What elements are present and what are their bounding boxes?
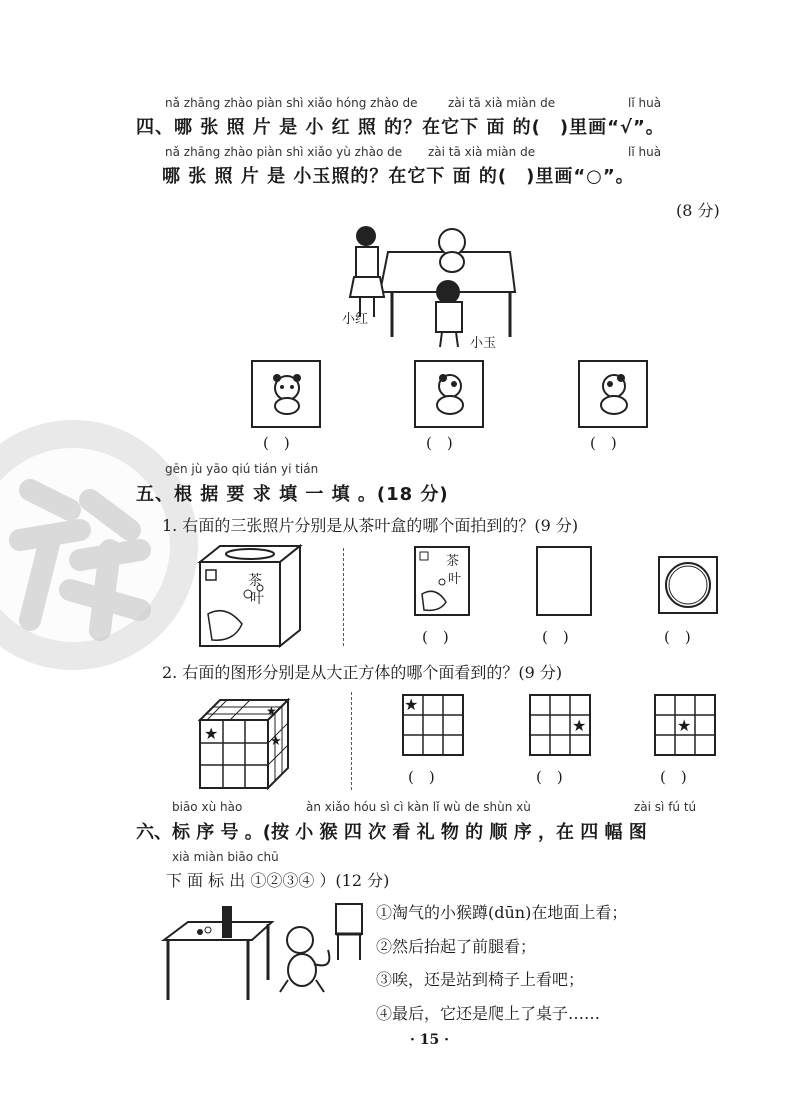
pinyin-line: lǐ huà: [628, 96, 662, 110]
section-6-title: 六、标 序 号 。(按 小 猴 四 次 看 礼 物 的 顺 序 ，在 四 幅 图: [136, 822, 647, 843]
question-5-2: 2. 右面的图形分别是从大正方体的哪个面看到的？(9 分): [162, 663, 563, 682]
pinyin-line: gēn jù yāo qiú tián yi tián: [165, 462, 319, 476]
question-4-line-2: 哪 张 照 片 是 小玉照的？在它下 面 的( )里画“○”。: [162, 166, 635, 187]
star-icon: ★: [677, 716, 692, 735]
step-item: ①淘气的小猴蹲(dūn)在地面上看；: [376, 903, 628, 922]
answer-blank[interactable]: ( ): [664, 628, 691, 646]
answer-blank[interactable]: ( ): [536, 768, 563, 786]
photo-frame: [414, 360, 484, 428]
pinyin-line: nǎ zhāng zhào piàn shì xiǎo yù zhào de: [165, 145, 403, 159]
answer-blank[interactable]: ( ): [542, 628, 569, 646]
answer-blank[interactable]: ( ): [590, 434, 617, 452]
box-char: 叶: [250, 591, 264, 607]
star-icon: ★: [404, 695, 419, 714]
step-item: ②然后抬起了前腿看；: [376, 937, 537, 956]
answer-blank[interactable]: ( ): [422, 628, 449, 646]
divider: [351, 692, 352, 790]
section-6-line-2: 下 面 标 出 ①②③④ ）(12 分): [166, 871, 390, 890]
pinyin-line: biāo xù hào: [172, 800, 243, 814]
pinyin-line: zài sì fú tú: [634, 800, 697, 814]
box-char: 茶: [446, 554, 460, 569]
pinyin-line: àn xiǎo hóu sì cì kàn lǐ wù de shùn xù: [306, 800, 531, 814]
pinyin-line: nǎ zhāng zhào piàn shì xiǎo hóng zhào de: [165, 96, 418, 110]
step-item: ④最后，它还是爬上了桌子……: [376, 1004, 601, 1023]
answer-blank[interactable]: ( ): [408, 768, 435, 786]
tea-box-top: [658, 556, 718, 614]
star-icon: ★: [270, 734, 282, 749]
star-icon: ★: [266, 704, 277, 718]
tea-box-front: [414, 546, 470, 616]
answer-blank[interactable]: ( ): [426, 434, 453, 452]
star-icon: ★: [572, 716, 587, 735]
monkey-scene: [160, 900, 370, 1010]
box-char: 叶: [448, 572, 462, 587]
question-5-1: 1. 右面的三张照片分别是从茶叶盒的哪个面拍到的？(9 分): [162, 516, 579, 535]
section-5-title: 五、根 据 要 求 填 一 填 。(18 分): [136, 484, 449, 505]
pinyin-line: lǐ huà: [628, 145, 662, 159]
label-xiaohong: 小红: [342, 312, 369, 327]
scene-illustration: [340, 222, 530, 352]
tea-box-side: [536, 546, 592, 616]
pinyin-line: xià miàn biāo chū: [172, 850, 279, 864]
photo-frame: [251, 360, 321, 428]
question-4-line-1: 四、哪 张 照 片 是 小 红 照 的？在它下 面 的( )里画“√”。: [136, 117, 665, 138]
star-icon: ★: [204, 724, 219, 743]
box-char: 茶: [248, 573, 262, 589]
answer-blank[interactable]: ( ): [660, 768, 687, 786]
pinyin-line: zài tā xià miàn de: [448, 96, 556, 110]
photo-frame: [578, 360, 648, 428]
step-item: ③唉，还是站到椅子上看吧；: [376, 970, 585, 989]
score-label: (8 分): [676, 201, 720, 220]
page-number: · 15 ·: [410, 1032, 449, 1048]
pinyin-line: zài tā xià miàn de: [428, 145, 536, 159]
answer-blank[interactable]: ( ): [263, 434, 290, 452]
divider: [343, 548, 344, 646]
label-xiaoyu: 小玉: [470, 336, 497, 351]
